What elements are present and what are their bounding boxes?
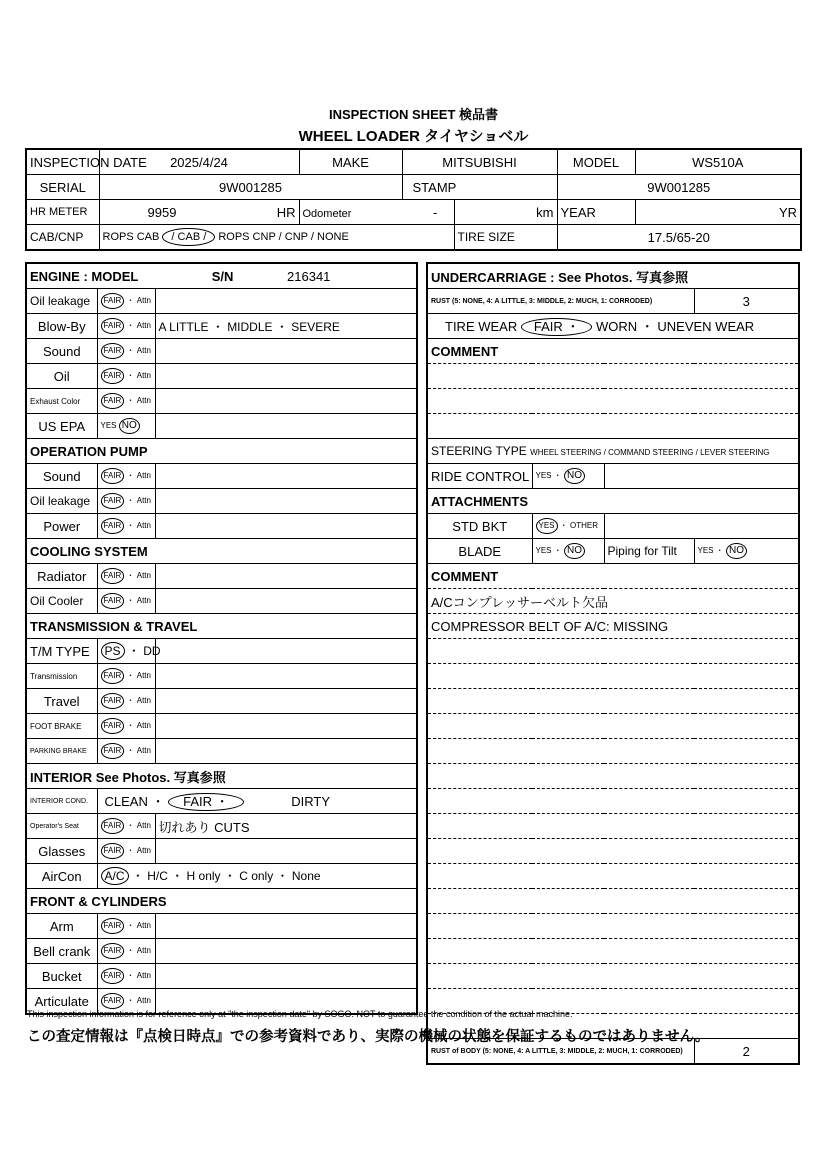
travel-label: Travel (26, 689, 97, 714)
remark (155, 464, 417, 489)
fair-circled: FAIR (101, 343, 125, 359)
comment-line (427, 739, 799, 764)
rops-cab-option: ROPS CAB (102, 231, 160, 243)
fair-circled: FAIR (101, 368, 125, 384)
make-value: MITSUBISHI (402, 149, 557, 175)
cab-label: CAB/CNP (26, 225, 99, 251)
inspection-date-label: INSPECTION DATE (26, 149, 99, 175)
serial-label: SERIAL (26, 175, 99, 200)
attn: ・ Attn (126, 746, 151, 755)
hr-unit: HR (276, 204, 296, 220)
attn: ・ Attn (126, 521, 151, 530)
remark (155, 639, 417, 664)
left-table (25, 262, 418, 1015)
pump-sound-label: Sound (26, 464, 97, 489)
cab-option-circled: / CAB / (162, 228, 215, 246)
dot: ・ (553, 546, 562, 555)
stamp-value: 9W001285 (557, 175, 801, 200)
articulate-label: Articulate (26, 989, 97, 1015)
fair-attn (97, 564, 155, 589)
fair-attn (97, 664, 155, 689)
fair-circled: FAIR (101, 818, 125, 834)
attn: ・ Attn (126, 321, 151, 330)
dot: ・ (553, 471, 562, 480)
attn: ・ Attn (126, 721, 151, 730)
fair-attn (97, 739, 155, 764)
fair-circled: FAIR (101, 568, 125, 584)
comment-line (427, 664, 799, 689)
comment-line (427, 364, 799, 389)
comment2-header: COMMENT (427, 564, 799, 589)
disclaimer-ja: この査定情報は『点検日時点』での参考資料であり、実際の機械の状態を保証するものではありません。 (27, 1029, 710, 1045)
tire-size-label: TIRE SIZE (454, 225, 557, 251)
other-option: ・ OTHER (559, 521, 598, 530)
remark (155, 414, 417, 439)
rust-label: RUST (5: NONE, 4: A LITTLE, 3: MIDDLE, 2: MUCH, 1: CORRODED) (427, 289, 694, 314)
cnp-option: CNP (284, 231, 308, 243)
aircon-label: AirCon (26, 864, 97, 889)
km-unit: km (454, 200, 557, 225)
serial-value: 9W001285 (99, 175, 402, 200)
dot: ・ (715, 546, 724, 555)
remark (155, 564, 417, 589)
comment-line (427, 964, 799, 989)
remark (155, 289, 417, 314)
fair-attn (97, 814, 155, 839)
dd-option: ・ DD (127, 644, 161, 658)
comment-line (427, 389, 799, 414)
attn: ・ Attn (126, 296, 151, 305)
fair-attn (97, 589, 155, 614)
no-circled: NO (119, 418, 140, 434)
fair-circled: FAIR (101, 918, 125, 934)
arm-label: Arm (26, 914, 97, 939)
no-circled: NO (564, 468, 585, 484)
comment-line (427, 639, 799, 664)
fair-attn (97, 514, 155, 539)
engine-sound-label: Sound (26, 339, 97, 364)
tire-wear-label: TIRE WEAR (445, 319, 518, 334)
fair-circled: FAIR (101, 843, 125, 859)
attn: ・ Attn (126, 821, 151, 830)
blade-options (532, 539, 604, 564)
fair-circled: FAIR (101, 993, 125, 1009)
fair-attn (97, 314, 155, 339)
rust-body-value: 2 (694, 1039, 799, 1065)
model-value: WS510A (635, 149, 801, 175)
year-label: YEAR (557, 200, 635, 225)
fair-circled: FAIR (101, 493, 125, 509)
oil-cooler-label: Oil Cooler (26, 589, 97, 614)
blowby-label: Blow-By (26, 314, 97, 339)
ride-control-label: RIDE CONTROL (427, 464, 532, 489)
attachments-header: ATTACHMENTS (427, 489, 799, 514)
comment-line-2: COMPRESSOR BELT OF A/C: MISSING (427, 614, 799, 639)
attn: ・ Attn (126, 396, 151, 405)
attn: ・ Attn (126, 671, 151, 680)
piping-tilt-options (694, 539, 799, 564)
fair-attn (97, 389, 155, 414)
yes-circled: YES (536, 518, 558, 534)
seat-detail: 切れあり CUTS (155, 814, 417, 839)
attn: ・ Attn (126, 846, 151, 855)
parking-brake-label: PARKING BRAKE (26, 739, 97, 764)
engine-header (26, 263, 417, 289)
remark (155, 339, 417, 364)
tm-type-options (97, 639, 161, 664)
glasses-label: Glasses (26, 839, 97, 864)
attn: ・ Attn (126, 496, 151, 505)
yes-option: YES (100, 421, 117, 430)
blade-label: BLADE (427, 539, 532, 564)
pump-power-label: Power (26, 514, 97, 539)
aircon-other-options: ・ H/C ・ H only ・ C only ・ None (131, 869, 321, 883)
disclaimer-en: This inspection information is for reference only at "the inspection date" by SOGO. NOT to guarantee the condition of the actual machine. (27, 1009, 573, 1019)
remark (155, 739, 417, 764)
transmission-header: TRANSMISSION & TRAVEL (26, 614, 417, 639)
year-unit: YR (635, 200, 801, 225)
fair-circled: FAIR (101, 468, 125, 484)
interior-fair-circled: FAIR ・ (168, 793, 244, 811)
odometer-label: Odometer (302, 207, 352, 220)
transmission-label: Transmission (26, 664, 97, 689)
us-epa-label: US EPA (26, 414, 97, 439)
std-bkt-label: STD BKT (427, 514, 532, 539)
attn: ・ Attn (126, 346, 151, 355)
remark (604, 514, 799, 539)
fair-circled: FAIR (101, 943, 125, 959)
tm-type-label: T/M TYPE (26, 639, 97, 664)
comment-line (427, 789, 799, 814)
attn: ・ Attn (126, 921, 151, 930)
ride-control-options (532, 464, 604, 489)
attn: ・ Attn (126, 371, 151, 380)
comment-line (427, 914, 799, 939)
yes-option: YES (697, 546, 714, 555)
fair-attn (97, 939, 155, 964)
remark (155, 689, 417, 714)
remark (155, 514, 417, 539)
ps-circled: PS (101, 642, 125, 660)
fair-attn (97, 364, 155, 389)
fair-circled: FAIR (101, 593, 125, 609)
steering-label: STEERING TYPE (431, 444, 527, 458)
comment-line (427, 689, 799, 714)
aircon-options (97, 864, 417, 889)
stamp-label: STAMP (402, 175, 557, 200)
attn: ・ Attn (126, 971, 151, 980)
fair-attn (97, 464, 155, 489)
bucket-label: Bucket (26, 964, 97, 989)
piping-tilt-label: Piping for Tilt (604, 539, 694, 564)
attn: ・ Attn (126, 696, 151, 705)
no-circled: NO (726, 543, 747, 559)
remark (155, 389, 417, 414)
none-option: NONE (317, 231, 349, 243)
attn: ・ Attn (126, 996, 151, 1005)
undercarriage-header: UNDERCARRIAGE : See Photos. 写真参照 (427, 263, 799, 289)
clean-option: CLEAN ・ (104, 794, 165, 809)
operator-seat-label: Operator's Seat (26, 814, 97, 839)
hr-meter-value: 9959 (147, 204, 177, 220)
rops-cnp-option: ROPS CNP (218, 231, 276, 243)
remark (155, 664, 417, 689)
fair-attn (97, 914, 155, 939)
comment-line-1: A/Cコンプレッサーベルト欠品 (427, 589, 799, 614)
engine-oil-leakage-label: Oil leakage (26, 289, 97, 314)
steering-row (427, 439, 799, 464)
remark (155, 964, 417, 989)
interior-cond-label: INTERIOR COND. (26, 789, 97, 814)
fair-circled: FAIR (101, 693, 125, 709)
right-table (426, 262, 800, 1065)
dirty-option: DIRTY (291, 794, 330, 809)
fair-circled: FAIR (101, 318, 125, 334)
tire-size-value: 17.5/65-20 (557, 225, 801, 251)
remark (155, 939, 417, 964)
remark (155, 364, 417, 389)
tire-wear-row (427, 314, 799, 339)
blowby-detail: A LITTLE ・ MIDDLE ・ SEVERE (155, 314, 417, 339)
us-epa-options (97, 414, 155, 439)
comment-line (427, 764, 799, 789)
hr-meter-label: HR METER (26, 200, 99, 225)
fair-circled: FAIR (101, 668, 125, 684)
foot-brake-label: FOOT BRAKE (26, 714, 97, 739)
attn: ・ Attn (126, 946, 151, 955)
sep-1: / (278, 231, 282, 243)
sn-value: 216341 (287, 268, 331, 284)
interior-header: INTERIOR See Photos. 写真参照 (26, 764, 417, 789)
operation-pump-header: OPERATION PUMP (26, 439, 417, 464)
make-label: MAKE (299, 149, 402, 175)
fair-circled: FAIR (101, 968, 125, 984)
yes-option: YES (535, 471, 552, 480)
steering-options: WHEEL STEERING / COMMAND STEERING / LEVER STEERING (530, 448, 770, 457)
remark (155, 589, 417, 614)
sn-label: S/N (211, 268, 234, 284)
odometer-cell (299, 200, 454, 225)
pump-oil-leakage-label: Oil leakage (26, 489, 97, 514)
header-table (25, 148, 802, 251)
fair-circled: FAIR (101, 518, 125, 534)
comment-line (427, 714, 799, 739)
fair-circled: FAIR (101, 293, 125, 309)
tire-worn-options: WORN ・ UNEVEN WEAR (596, 319, 755, 334)
attn: ・ Attn (126, 471, 151, 480)
fair-attn (97, 714, 155, 739)
comment-line (427, 414, 799, 439)
front-cylinders-header: FRONT & CYLINDERS (26, 889, 417, 914)
bell-crank-label: Bell crank (26, 939, 97, 964)
comment-header: COMMENT (427, 339, 799, 364)
remark (155, 914, 417, 939)
fair-attn (97, 289, 155, 314)
odometer-value: - (433, 204, 438, 220)
sep-2: / (310, 231, 314, 243)
comment-line (427, 839, 799, 864)
attn: ・ Attn (126, 571, 151, 580)
engine-oil-label: Oil (26, 364, 97, 389)
fair-circled: FAIR (101, 718, 125, 734)
exhaust-color-label: Exhaust Color (26, 389, 97, 414)
comment-line (427, 814, 799, 839)
fair-attn (97, 839, 155, 864)
inspection-date-value: 2025/4/24 (99, 149, 299, 175)
fair-attn (97, 964, 155, 989)
ac-circled: A/C (101, 867, 129, 885)
comment-line (427, 889, 799, 914)
interior-cond-options (97, 789, 417, 814)
fair-circled: FAIR (101, 743, 125, 759)
remark (155, 714, 417, 739)
cab-options (99, 225, 454, 251)
hr-meter-cell (99, 200, 299, 225)
fair-attn (97, 339, 155, 364)
remark (155, 489, 417, 514)
no-circled: NO (564, 543, 585, 559)
yes-option: YES (535, 546, 552, 555)
remark (604, 464, 799, 489)
std-bkt-options (532, 514, 604, 539)
remark (155, 839, 417, 864)
machine-type-title: WHEEL LOADER タイヤショベル (298, 128, 529, 145)
sheet-title: INSPECTION SHEET 検品書 (328, 107, 499, 122)
model-label: MODEL (557, 149, 635, 175)
rust-value: 3 (694, 289, 799, 314)
fair-attn (97, 489, 155, 514)
radiator-label: Radiator (26, 564, 97, 589)
comment-line (427, 939, 799, 964)
fair-circled: FAIR (101, 393, 125, 409)
cooling-header: COOLING SYSTEM (26, 539, 417, 564)
fair-attn (97, 689, 155, 714)
rust-body-label: RUST of BODY (5: NONE, 4: A LITTLE, 3: MIDDLE, 2: MUCH, 1: CORRODED) (427, 1039, 694, 1065)
comment-line (427, 864, 799, 889)
engine-label: ENGINE : MODEL (30, 268, 139, 284)
tire-fair-circled: FAIR ・ (521, 318, 593, 336)
attn: ・ Attn (126, 596, 151, 605)
